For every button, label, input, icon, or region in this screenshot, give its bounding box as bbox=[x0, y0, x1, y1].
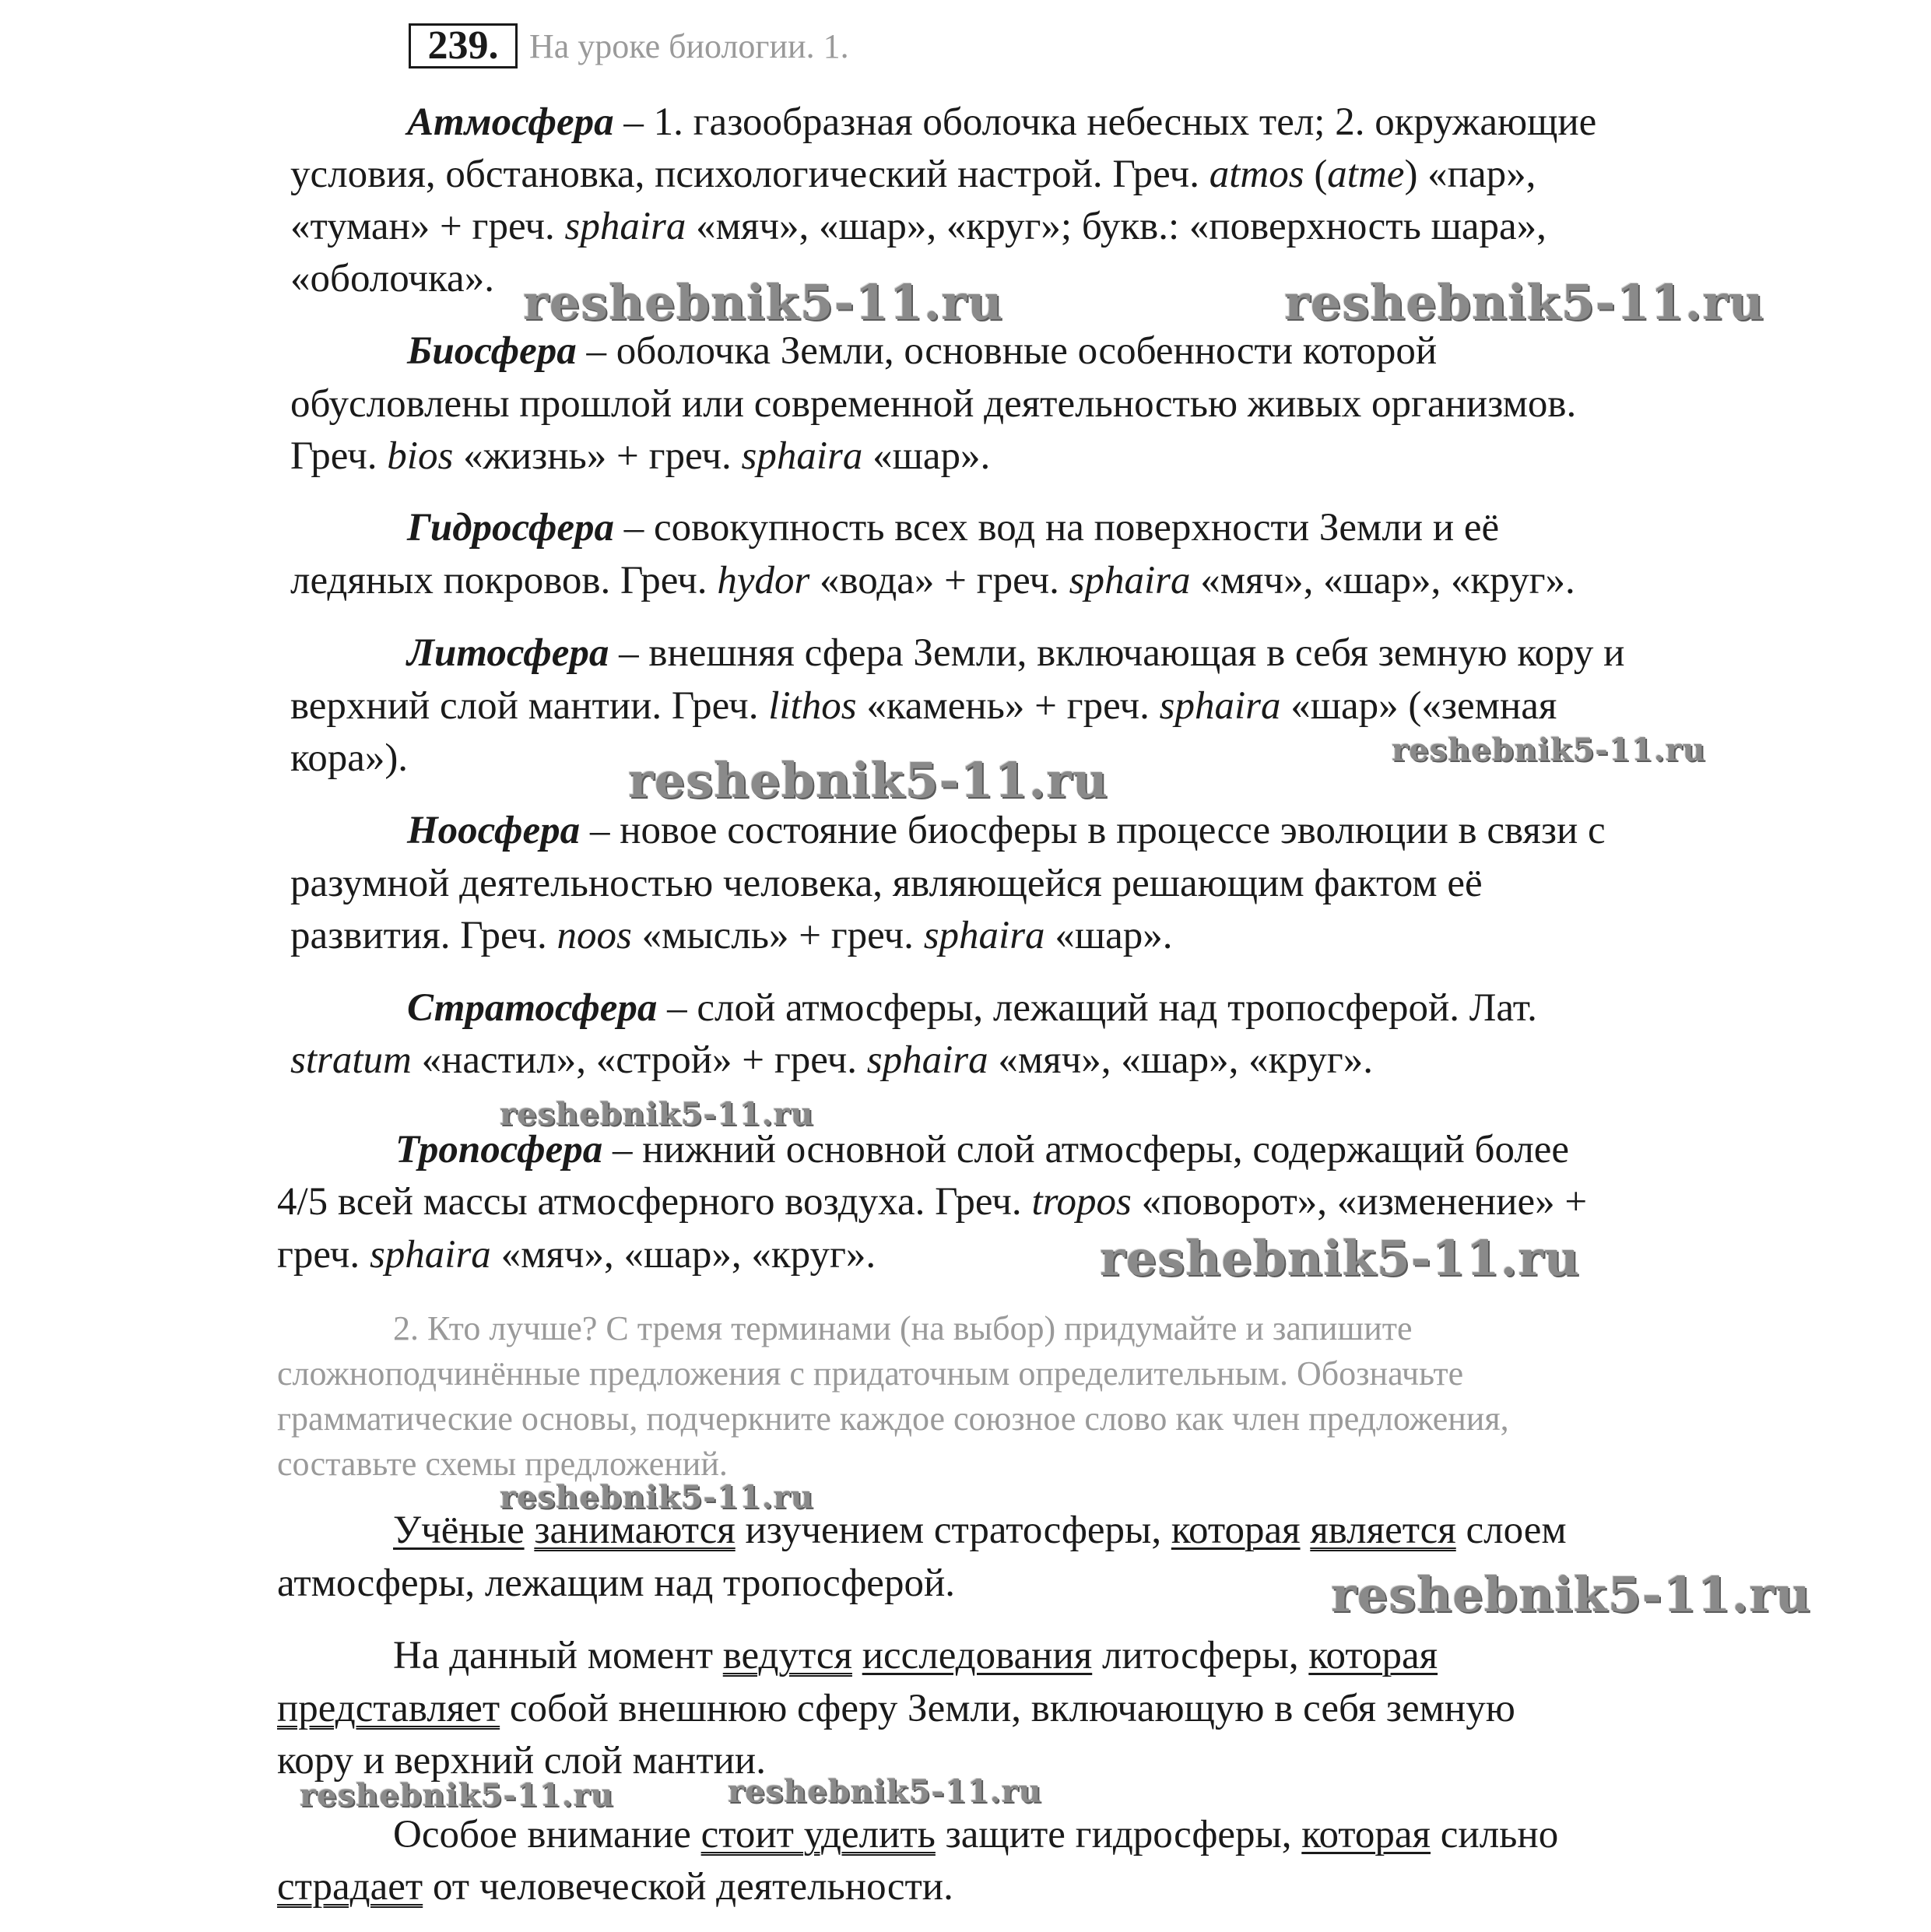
relative-word: которая bbox=[1301, 1813, 1431, 1856]
task-line: составьте схемы предложений. bbox=[277, 1445, 728, 1483]
term-line: Тропосфера – нижний основной слой атмосферы, содержащий более bbox=[395, 1128, 1570, 1171]
term-line: условия, обстановка, психологический настрой. Греч. atmos (atme) «пар», bbox=[290, 153, 1536, 196]
watermark: reshebnik5-11.ru bbox=[523, 274, 1003, 331]
answer-line: кору и верхний слой мантии. bbox=[277, 1739, 766, 1783]
predicate: страдает bbox=[277, 1865, 423, 1909]
exercise-heading: На уроке биологии. 1. bbox=[529, 27, 849, 65]
predicate: занимаются bbox=[534, 1509, 736, 1552]
term-line: ледяных покровов. Греч. hydor «вода» + греч. sphaira «мяч», «шар», «круг». bbox=[290, 559, 1575, 602]
answer-line: Особое внимание стоит уделить защите гидросферы, которая сильно bbox=[393, 1813, 1559, 1856]
relative-word: которая bbox=[1171, 1509, 1301, 1552]
task-line: грамматические основы, подчеркните каждое союзное слово как член предложения, bbox=[277, 1400, 1509, 1438]
term-line: развития. Греч. noos «мысль» + греч. sphaira «шар». bbox=[290, 914, 1173, 957]
predicate: стоит уделить bbox=[700, 1813, 936, 1856]
relative-word: которая bbox=[1308, 1634, 1438, 1677]
term-line: stratum «настил», «строй» + греч. sphaira «мяч», «шар», «круг». bbox=[290, 1038, 1373, 1082]
watermark: reshebnik5-11.ru bbox=[300, 1777, 614, 1814]
term-line: греч. sphaira «мяч», «шар», «круг». bbox=[277, 1233, 876, 1277]
predicate: является bbox=[1310, 1509, 1456, 1552]
subject: исследования bbox=[862, 1634, 1093, 1677]
term-title: Атмосфера bbox=[407, 100, 614, 144]
watermark: reshebnik5-11.ru bbox=[1284, 274, 1764, 331]
term-line: верхний слой мантии. Греч. lithos «камень» + греч. sphaira «шар» («земная bbox=[290, 684, 1557, 728]
term-title: Литосфера bbox=[407, 631, 609, 675]
term-line: Биосфера – оболочка Земли, основные особенности которой bbox=[407, 329, 1438, 373]
term-line: разумной деятельностью человека, являющейся решающим фактом её bbox=[290, 862, 1483, 905]
term-title: Гидросфера bbox=[407, 506, 615, 550]
answer-line: представляет собой внешнюю сферу Земли, включающую в себя земную bbox=[277, 1687, 1515, 1730]
term-title: Биосфера bbox=[407, 329, 577, 373]
answer-line: Учёные занимаются изучением стратосферы, которая является слоем bbox=[393, 1509, 1567, 1552]
watermark: reshebnik5-11.ru bbox=[728, 1773, 1042, 1810]
term-line: кора»). bbox=[290, 736, 409, 780]
term-line: обусловлены прошлой или современной деятельностью живых организмов. bbox=[290, 382, 1577, 426]
term-line: «туман» + греч. sphaira «мяч», «шар», «круг»; букв.: «поверхность шара», bbox=[290, 205, 1547, 248]
watermark: reshebnik5-11.ru bbox=[1100, 1230, 1580, 1287]
term-line: Гидросфера – совокупность всех вод на поверхности Земли и её bbox=[407, 506, 1500, 550]
answer-line: На данный момент ведутся исследования литосферы, которая bbox=[393, 1634, 1438, 1677]
predicate: ведутся bbox=[722, 1634, 852, 1677]
term-line: Ноосфера – новое состояние биосферы в процессе эволюции в связи с bbox=[407, 809, 1606, 852]
watermark: reshebnik5-11.ru bbox=[1392, 732, 1706, 768]
term-title: Ноосфера bbox=[407, 809, 581, 852]
term-line: «оболочка». bbox=[290, 257, 494, 300]
term-line: 4/5 всей массы атмосферного воздуха. Греч. tropos «поворот», «изменение» + bbox=[277, 1180, 1588, 1224]
task-line: 2. Кто лучше? С тремя терминами (на выбор) придумайте и запишите bbox=[393, 1309, 1413, 1347]
watermark: reshebnik5-11.ru bbox=[628, 752, 1108, 809]
term-title: Тропосфера bbox=[395, 1128, 603, 1171]
term-line: Стратосфера – слой атмосферы, лежащий над тропосферой. Лат. bbox=[407, 986, 1537, 1030]
watermark: reshebnik5-11.ru bbox=[500, 1096, 814, 1133]
term-line: Греч. bios «жизнь» + греч. sphaira «шар». bbox=[290, 434, 991, 478]
answer-line: атмосферы, лежащим над тропосферой. bbox=[277, 1561, 955, 1605]
watermark: reshebnik5-11.ru bbox=[500, 1479, 814, 1516]
term-line: Литосфера – внешняя сфера Земли, включающая в себя земную кору и bbox=[407, 631, 1625, 675]
subject: Учёные bbox=[393, 1509, 525, 1552]
term-line: Атмосфера – 1. газообразная оболочка небесных тел; 2. окружающие bbox=[407, 100, 1597, 144]
term-title: Стратосфера bbox=[407, 986, 658, 1030]
answer-line: страдает от человеческой деятельности. bbox=[277, 1865, 953, 1909]
watermark: reshebnik5-11.ru bbox=[1331, 1566, 1811, 1623]
task-line: сложноподчинённые предложения с придаточным определительным. Обозначьте bbox=[277, 1354, 1464, 1393]
exercise-number: 239. bbox=[409, 23, 518, 68]
predicate: представляет bbox=[277, 1687, 500, 1730]
